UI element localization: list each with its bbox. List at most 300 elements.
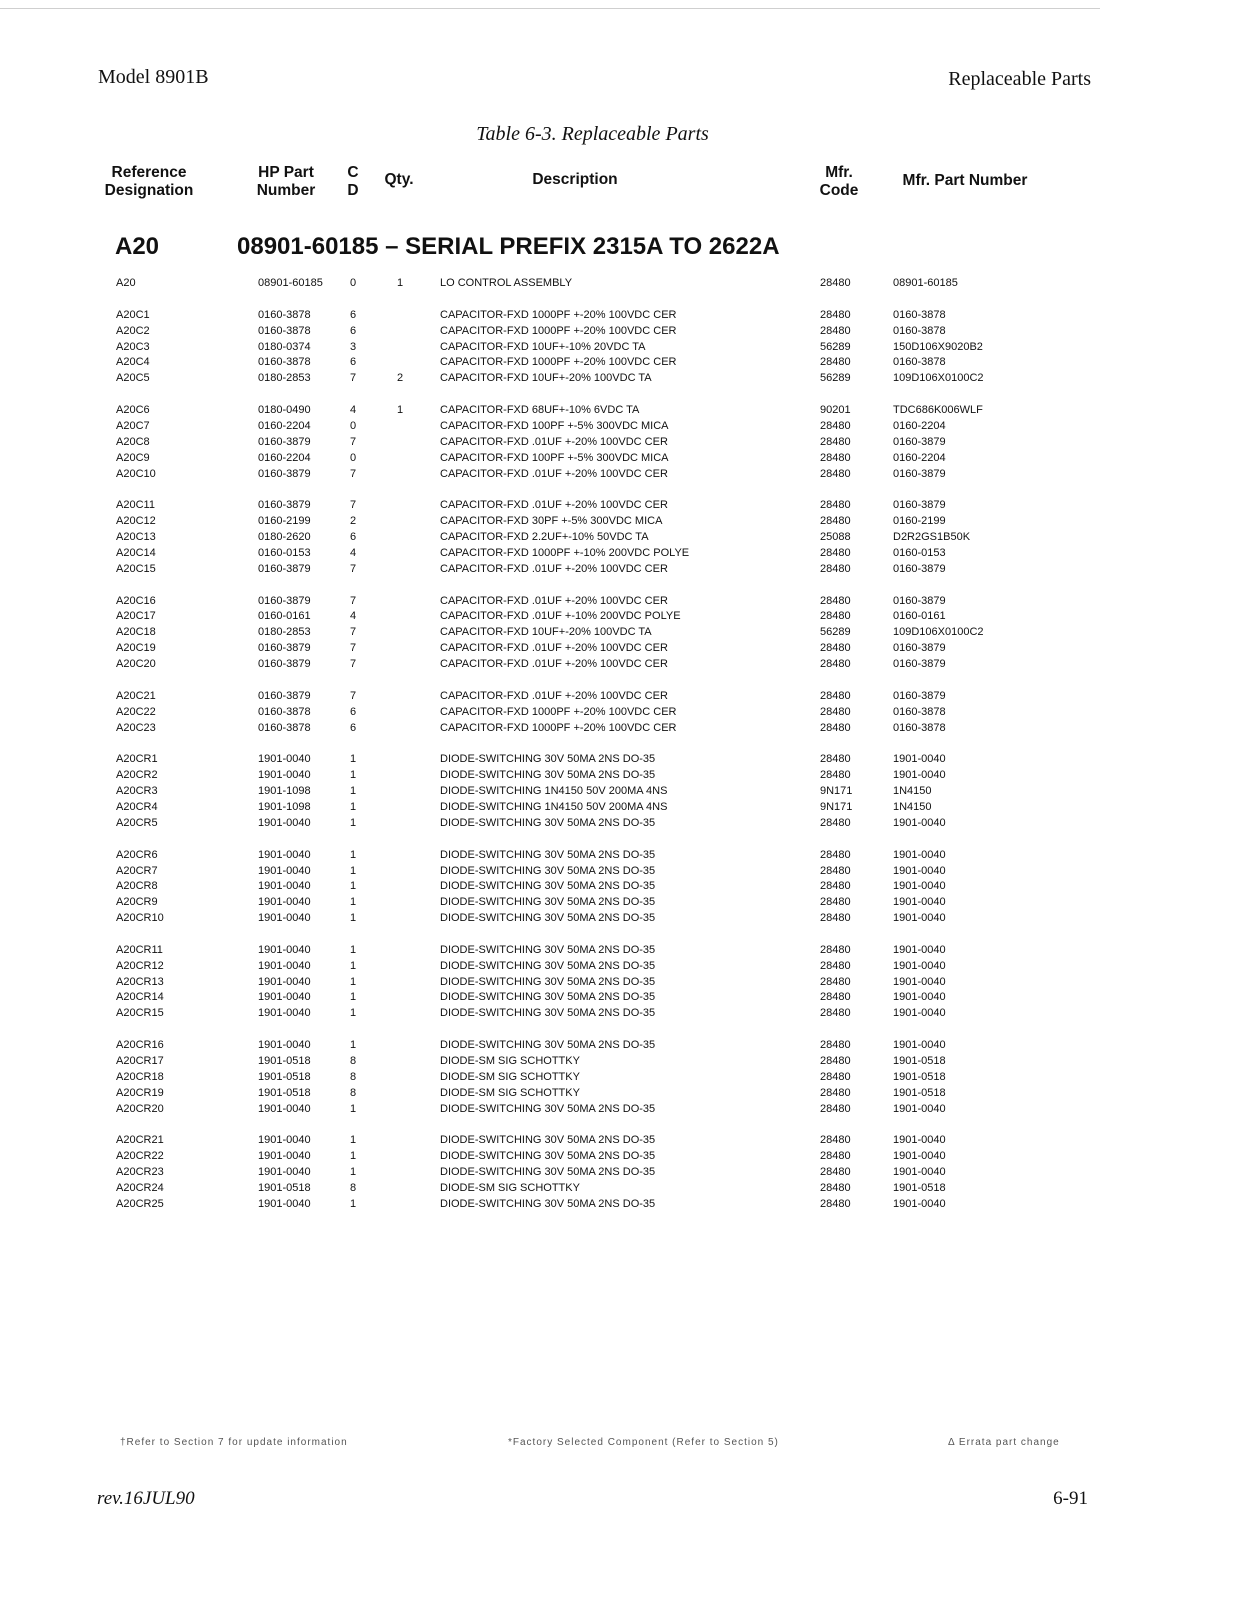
cell-reference: A20C1 [116, 308, 150, 321]
cell-mfr-code: 56289 [820, 372, 851, 385]
cell-hp-part-number: 1901-0040 [258, 1039, 311, 1052]
cell-reference: A20CR2 [116, 769, 158, 782]
cell-reference: A20C15 [116, 562, 156, 575]
cell-mfr-part-number: 0160-3879 [893, 658, 946, 670]
cell-description: DIODE-SWITCHING 30V 50MA 2NS DO-35 [440, 1007, 656, 1020]
cell-mfr-code: 28480 [820, 943, 851, 956]
cell-cd: 7 [350, 689, 357, 702]
section-title: 08901-60185 – SERIAL PREFIX 2315A TO 2622A [237, 233, 780, 260]
cell-hp-part-number: 1901-0040 [258, 848, 311, 861]
cell-mfr-code: 28480 [820, 975, 851, 988]
cell-reference: A20CR12 [116, 959, 164, 972]
cell-mfr-code: 28480 [820, 1150, 851, 1163]
footnote-update: †Refer to Section 7 for update information [120, 1437, 348, 1448]
cell-cd: 0 [350, 277, 357, 289]
cell-description: CAPACITOR-FXD 1000PF +-20% 100VDC CER [440, 308, 677, 321]
cell-hp-part-number: 0160-3879 [258, 562, 311, 575]
cell-mfr-part-number: 1901-0518 [893, 1070, 946, 1083]
cell-mfr-part-number: 0160-3879 [893, 689, 946, 702]
cell-description: DIODE-SWITCHING 30V 50MA 2NS DO-35 [440, 991, 656, 1004]
cell-mfr-part-number: D2R2GS1B50K [893, 531, 971, 544]
cell-mfr-part-number: 1901-0040 [893, 864, 946, 877]
col-header-hp-part-text: HP Part Number [256, 164, 316, 199]
cell-reference: A20CR11 [116, 943, 163, 956]
cell-cd: 1 [350, 1102, 357, 1115]
cell-cd: 1 [350, 848, 357, 861]
cell-reference: A20C7 [116, 419, 150, 432]
col-header-description-text: Description [532, 171, 618, 188]
table-row [0, 466, 1233, 482]
cell-mfr-part-number: 1901-0040 [893, 1102, 946, 1115]
cell-cd: 4 [350, 610, 357, 623]
cell-hp-part-number: 1901-0040 [258, 912, 311, 925]
cell-reference: A20C18 [116, 626, 156, 639]
table-row [0, 704, 1233, 720]
cell-cd: 1 [350, 912, 357, 925]
cell-mfr-code: 28480 [820, 1086, 851, 1099]
table-row [0, 434, 1233, 450]
cell-hp-part-number: 0160-3879 [258, 499, 311, 512]
cell-cd: 8 [350, 1070, 357, 1083]
cell-description: DIODE-SWITCHING 30V 50MA 2NS DO-35 [440, 848, 656, 861]
table-row [0, 751, 1233, 767]
cell-reference: A20C23 [116, 721, 156, 734]
cell-reference: A20CR4 [116, 800, 158, 813]
table-row [0, 688, 1233, 704]
cell-description: CAPACITOR-FXD .01UF +-20% 100VDC CER [440, 594, 668, 607]
cell-reference: A20CR9 [116, 896, 158, 909]
col-header-mfr-part-number-text: Mfr. Part Number [902, 172, 1028, 189]
cell-hp-part-number: 1901-0518 [258, 1055, 311, 1067]
cell-description: DIODE-SM SIG SCHOTTKY [440, 1055, 580, 1067]
col-header-cd-text: C D [347, 164, 359, 199]
cell-reference: A20CR23 [116, 1166, 164, 1179]
cell-mfr-code: 28480 [820, 1197, 851, 1210]
cell-mfr-code: 25088 [820, 531, 851, 544]
cell-mfr-code: 28480 [820, 546, 851, 559]
table-row [0, 497, 1233, 513]
cell-cd: 1 [350, 753, 357, 766]
cell-reference: A20CR21 [116, 1134, 164, 1147]
cell-cd: 1 [350, 785, 357, 798]
cell-description: DIODE-SWITCHING 30V 50MA 2NS DO-35 [440, 1039, 656, 1052]
cell-mfr-part-number: 0160-2199 [893, 515, 946, 528]
cell-cd: 0 [350, 419, 357, 432]
table-row [0, 783, 1233, 799]
cell-cd: 1 [350, 816, 357, 829]
table-row [0, 323, 1233, 339]
cell-mfr-part-number: 1901-0040 [893, 896, 946, 909]
cell-cd: 7 [350, 626, 357, 639]
cell-description: CAPACITOR-FXD 30PF +-5% 300VDC MICA [440, 515, 663, 528]
cell-mfr-code: 90201 [820, 404, 851, 417]
cell-hp-part-number: 0160-3878 [258, 705, 311, 718]
cell-hp-part-number: 1901-0518 [258, 1070, 311, 1083]
cell-reference: A20C9 [116, 451, 150, 464]
col-header-mfr-code-text: Mfr. Code [819, 164, 859, 199]
cell-mfr-part-number: 0160-0153 [893, 546, 946, 559]
cell-mfr-code: 56289 [820, 626, 851, 639]
col-header-qty-text: Qty. [384, 171, 414, 188]
cell-mfr-code: 28480 [820, 594, 851, 607]
table-row [0, 307, 1233, 323]
cell-reference: A20CR8 [116, 880, 158, 893]
col-header-reference-text: Reference Designation [104, 164, 194, 199]
cell-reference: A20CR10 [116, 912, 164, 925]
cell-reference: A20CR7 [116, 864, 158, 877]
cell-description: DIODE-SWITCHING 30V 50MA 2NS DO-35 [440, 959, 656, 972]
cell-mfr-part-number: 1901-0518 [893, 1181, 946, 1194]
cell-hp-part-number: 1901-0040 [258, 975, 311, 988]
cell-mfr-part-number: 0160-3879 [893, 467, 946, 480]
cell-cd: 1 [350, 943, 357, 956]
cell-mfr-code: 28480 [820, 642, 851, 655]
cell-mfr-part-number: 0160-3879 [893, 499, 946, 512]
cell-mfr-part-number: 0160-3878 [893, 356, 946, 369]
cell-description: CAPACITOR-FXD 100PF +-5% 300VDC MICA [440, 419, 669, 432]
cell-mfr-part-number: 109D106X0100C2 [893, 372, 984, 385]
cell-hp-part-number: 0160-3879 [258, 658, 311, 670]
cell-hp-part-number: 0160-3878 [258, 356, 311, 369]
cell-mfr-part-number: 1901-0040 [893, 753, 946, 766]
cell-cd: 8 [350, 1055, 357, 1067]
cell-description: CAPACITOR-FXD 2.2UF+-10% 50VDC TA [440, 531, 649, 544]
cell-mfr-part-number: 0160-3879 [893, 562, 946, 575]
cell-description: DIODE-SWITCHING 30V 50MA 2NS DO-35 [440, 816, 656, 829]
cell-cd: 6 [350, 324, 357, 337]
cell-reference: A20C17 [116, 610, 156, 623]
cell-cd: 4 [350, 404, 357, 417]
cell-mfr-code: 28480 [820, 324, 851, 337]
cell-reference: A20CR1 [116, 753, 158, 766]
cell-cd: 1 [350, 1150, 357, 1163]
cell-description: DIODE-SWITCHING 30V 50MA 2NS DO-35 [440, 1197, 656, 1210]
cell-cd: 7 [350, 467, 357, 480]
cell-mfr-part-number: 1N4150 [893, 785, 932, 798]
table-row [0, 370, 1233, 386]
table-row [0, 545, 1233, 561]
col-header-qty [380, 171, 418, 189]
cell-description: DIODE-SM SIG SCHOTTKY [440, 1070, 580, 1083]
table-row [0, 958, 1233, 974]
cell-cd: 1 [350, 896, 357, 909]
cell-mfr-part-number: 0160-3879 [893, 435, 946, 448]
table-row [0, 1180, 1233, 1196]
cell-hp-part-number: 1901-0040 [258, 959, 311, 972]
cell-cd: 7 [350, 658, 357, 670]
cell-mfr-part-number: 1901-0040 [893, 959, 946, 972]
cell-description: DIODE-SWITCHING 30V 50MA 2NS DO-35 [440, 880, 656, 893]
cell-reference: A20C14 [116, 546, 156, 559]
table-row [0, 1148, 1233, 1164]
cell-hp-part-number: 0180-2620 [258, 531, 311, 544]
cell-hp-part-number: 0160-0153 [258, 546, 311, 559]
col-header-reference [96, 164, 202, 200]
cell-mfr-part-number: 0160-3879 [893, 594, 946, 607]
cell-cd: 6 [350, 721, 357, 734]
cell-mfr-part-number: 1901-0040 [893, 991, 946, 1004]
cell-reference: A20CR14 [116, 991, 164, 1004]
table-row [0, 878, 1233, 894]
table-title: Table 6-3. Replaceable Parts [476, 123, 709, 145]
cell-mfr-part-number: 0160-0161 [893, 610, 946, 623]
cell-hp-part-number: 1901-0040 [258, 816, 311, 829]
cell-hp-part-number: 0180-0490 [258, 404, 311, 417]
cell-mfr-code: 28480 [820, 419, 851, 432]
cell-cd: 6 [350, 308, 357, 321]
cell-cd: 0 [350, 451, 357, 464]
cell-mfr-code: 28480 [820, 912, 851, 925]
cell-description: CAPACITOR-FXD .01UF +-20% 100VDC CER [440, 689, 668, 702]
cell-description: CAPACITOR-FXD .01UF +-20% 100VDC CER [440, 435, 668, 448]
cell-reference: A20C11 [116, 499, 155, 512]
cell-reference: A20CR25 [116, 1197, 164, 1210]
cell-mfr-code: 28480 [820, 864, 851, 877]
cell-cd: 1 [350, 880, 357, 893]
cell-mfr-code: 28480 [820, 991, 851, 1004]
cell-qty: 1 [397, 404, 404, 417]
model-header: Model 8901B [98, 66, 209, 88]
cell-reference: A20C5 [116, 372, 150, 385]
cell-mfr-code: 28480 [820, 1007, 851, 1020]
table-row [0, 640, 1233, 656]
table-row [0, 608, 1233, 624]
cell-mfr-code: 28480 [820, 880, 851, 893]
cell-mfr-part-number: 0160-3878 [893, 721, 946, 734]
table-row [0, 847, 1233, 863]
cell-hp-part-number: 1901-0040 [258, 769, 311, 782]
cell-mfr-code: 28480 [820, 451, 851, 464]
cell-description: CAPACITOR-FXD 1000PF +-10% 200VDC POLYE [440, 546, 690, 559]
table-row [0, 513, 1233, 529]
cell-reference: A20C16 [116, 594, 156, 607]
table-row [0, 1037, 1233, 1053]
table-row [0, 529, 1233, 545]
cell-cd: 1 [350, 1134, 357, 1147]
table-row [0, 815, 1233, 831]
cell-hp-part-number: 1901-1098 [258, 785, 311, 798]
cell-mfr-code: 28480 [820, 848, 851, 861]
cell-description: CAPACITOR-FXD 68UF+-10% 6VDC TA [440, 404, 640, 417]
table-row [0, 402, 1233, 418]
cell-mfr-code: 28480 [820, 753, 851, 766]
cell-hp-part-number: 1901-0040 [258, 1197, 311, 1210]
cell-mfr-part-number: 0160-3878 [893, 308, 946, 321]
cell-mfr-part-number: 1901-0518 [893, 1086, 946, 1099]
cell-reference: A20C8 [116, 435, 150, 448]
cell-cd: 4 [350, 546, 357, 559]
table-row [0, 418, 1233, 434]
cell-description: DIODE-SM SIG SCHOTTKY [440, 1086, 580, 1099]
cell-cd: 8 [350, 1086, 357, 1099]
cell-hp-part-number: 0160-3878 [258, 324, 311, 337]
cell-description: DIODE-SWITCHING 30V 50MA 2NS DO-35 [440, 1150, 656, 1163]
cell-mfr-part-number: 1901-0518 [893, 1055, 946, 1067]
cell-mfr-code: 28480 [820, 515, 851, 528]
cell-description: CAPACITOR-FXD 1000PF +-20% 100VDC CER [440, 356, 677, 369]
cell-hp-part-number: 1901-0040 [258, 991, 311, 1004]
cell-qty: 2 [397, 372, 404, 385]
cell-mfr-code: 28480 [820, 308, 851, 321]
cell-reference: A20CR22 [116, 1150, 164, 1163]
cell-reference: A20CR18 [116, 1070, 164, 1083]
table-row [0, 942, 1233, 958]
table-row [0, 1164, 1233, 1180]
cell-mfr-code: 28480 [820, 769, 851, 782]
cell-hp-part-number: 1901-0040 [258, 753, 311, 766]
cell-cd: 7 [350, 499, 357, 512]
cell-reference: A20C22 [116, 705, 156, 718]
cell-hp-part-number: 0160-3878 [258, 308, 311, 321]
cell-description: DIODE-SWITCHING 30V 50MA 2NS DO-35 [440, 1134, 656, 1147]
cell-mfr-part-number: 1901-0040 [893, 975, 946, 988]
table-row [0, 1053, 1233, 1069]
cell-description: DIODE-SWITCHING 30V 50MA 2NS DO-35 [440, 1166, 656, 1179]
cell-hp-part-number: 1901-0518 [258, 1181, 311, 1194]
table-row [0, 624, 1233, 640]
cell-mfr-part-number: 150D106X9020B2 [893, 340, 983, 353]
cell-cd: 1 [350, 800, 357, 813]
cell-mfr-code: 28480 [820, 705, 851, 718]
cell-cd: 1 [350, 769, 357, 782]
cell-reference: A20CR6 [116, 848, 158, 861]
cell-mfr-part-number: 109D106X0100C2 [893, 626, 984, 639]
cell-mfr-part-number: 1N4150 [893, 800, 932, 813]
cell-reference: A20CR17 [116, 1055, 164, 1067]
cell-description: DIODE-SWITCHING 30V 50MA 2NS DO-35 [440, 943, 656, 956]
cell-mfr-part-number: 1901-0040 [893, 848, 946, 861]
table-row [0, 1101, 1233, 1117]
cell-cd: 1 [350, 1197, 357, 1210]
cell-reference: A20C6 [116, 404, 150, 417]
cell-cd: 1 [350, 1039, 357, 1052]
cell-hp-part-number: 0160-2199 [258, 515, 311, 528]
cell-mfr-part-number: 1901-0040 [893, 1166, 946, 1179]
footnote-errata: Δ Errata part change [948, 1437, 1060, 1448]
cell-cd: 7 [350, 435, 357, 448]
section-reference: A20 [115, 233, 160, 260]
table-row [0, 974, 1233, 990]
cell-hp-part-number: 1901-0040 [258, 864, 311, 877]
cell-description: CAPACITOR-FXD .01UF +-20% 100VDC CER [440, 642, 668, 655]
table-row [0, 799, 1233, 815]
cell-reference: A20CR16 [116, 1039, 164, 1052]
cell-description: CAPACITOR-FXD 10UF+-10% 20VDC TA [440, 340, 646, 353]
table-row [0, 561, 1233, 577]
cell-cd: 1 [350, 864, 357, 877]
cell-description: CAPACITOR-FXD .01UF +-10% 200VDC POLYE [440, 610, 681, 623]
cell-hp-part-number: 0180-0374 [258, 340, 311, 353]
cell-description: CAPACITOR-FXD 100PF +-5% 300VDC MICA [440, 451, 669, 464]
cell-reference: A20C13 [116, 531, 156, 544]
cell-description: DIODE-SWITCHING 30V 50MA 2NS DO-35 [440, 975, 656, 988]
cell-cd: 3 [350, 340, 357, 353]
table-row [0, 450, 1233, 466]
cell-hp-part-number: 1901-0040 [258, 1102, 311, 1115]
cell-mfr-part-number: TDC686K006WLF [893, 404, 983, 417]
cell-cd: 1 [350, 1007, 357, 1020]
cell-mfr-part-number: 1901-0040 [893, 1039, 946, 1052]
cell-mfr-part-number: 1901-0040 [893, 769, 946, 782]
cell-description: CAPACITOR-FXD 1000PF +-20% 100VDC CER [440, 705, 677, 718]
cell-hp-part-number: 1901-0040 [258, 896, 311, 909]
cell-description: CAPACITOR-FXD .01UF +-20% 100VDC CER [440, 658, 668, 670]
cell-mfr-part-number: 1901-0040 [893, 1134, 946, 1147]
cell-mfr-code: 28480 [820, 1166, 851, 1179]
cell-reference: A20CR24 [116, 1181, 164, 1194]
table-row [0, 1005, 1233, 1021]
cell-description: CAPACITOR-FXD .01UF +-20% 100VDC CER [440, 499, 668, 512]
cell-mfr-code: 28480 [820, 1039, 851, 1052]
cell-cd: 1 [350, 991, 357, 1004]
cell-hp-part-number: 0160-2204 [258, 451, 311, 464]
cell-mfr-part-number: 0160-2204 [893, 419, 946, 432]
cell-hp-part-number: 1901-0518 [258, 1086, 311, 1099]
cell-hp-part-number: 0180-2853 [258, 372, 311, 385]
cell-description: DIODE-SWITCHING 1N4150 50V 200MA 4NS [440, 800, 668, 813]
cell-reference: A20C19 [116, 642, 156, 655]
cell-mfr-code: 28480 [820, 721, 851, 734]
cell-description: CAPACITOR-FXD .01UF +-20% 100VDC CER [440, 562, 668, 575]
cell-description: DIODE-SWITCHING 30V 50MA 2NS DO-35 [440, 912, 656, 925]
cell-cd: 6 [350, 356, 357, 369]
cell-description: CAPACITOR-FXD 10UF+-20% 100VDC TA [440, 372, 652, 385]
section-header: Replaceable Parts [948, 68, 1091, 90]
col-header-description [505, 171, 645, 189]
cell-mfr-code: 28480 [820, 689, 851, 702]
cell-mfr-part-number: 1901-0040 [893, 880, 946, 893]
cell-cd: 1 [350, 1166, 357, 1179]
table-row [0, 910, 1233, 926]
cell-mfr-code: 28480 [820, 562, 851, 575]
table-row [0, 720, 1233, 736]
cell-hp-part-number: 1901-1098 [258, 800, 311, 813]
cell-mfr-code: 28480 [820, 610, 851, 623]
cell-description: CAPACITOR-FXD 10UF+-20% 100VDC TA [440, 626, 652, 639]
col-header-hp-part [248, 164, 324, 200]
cell-mfr-part-number: 0160-2204 [893, 451, 946, 464]
cell-hp-part-number: 0180-2853 [258, 626, 311, 639]
cell-mfr-code: 28480 [820, 467, 851, 480]
cell-reference: A20C21 [116, 689, 156, 702]
cell-description: LO CONTROL ASSEMBLY [440, 277, 573, 289]
cell-hp-part-number: 0160-3879 [258, 689, 311, 702]
cell-hp-part-number: 1901-0040 [258, 1007, 311, 1020]
cell-hp-part-number: 0160-2204 [258, 419, 311, 432]
cell-reference: A20C12 [116, 515, 156, 528]
revision-date: rev.16JUL90 [97, 1488, 195, 1509]
cell-reference: A20CR5 [116, 816, 158, 829]
table-row [0, 894, 1233, 910]
table-row [0, 1132, 1233, 1148]
table-row [0, 593, 1233, 609]
cell-cd: 1 [350, 959, 357, 972]
cell-hp-part-number: 0160-3879 [258, 594, 311, 607]
col-header-mfr-code [811, 164, 867, 200]
col-header-cd [343, 164, 363, 200]
cell-cd: 7 [350, 642, 357, 655]
cell-description: DIODE-SWITCHING 30V 50MA 2NS DO-35 [440, 753, 656, 766]
cell-cd: 1 [350, 975, 357, 988]
cell-mfr-code: 28480 [820, 1055, 851, 1067]
table-row [0, 275, 1233, 291]
cell-hp-part-number: 0160-3879 [258, 467, 311, 480]
cell-cd: 8 [350, 1181, 357, 1194]
cell-hp-part-number: 1901-0040 [258, 1134, 311, 1147]
footnote-factory-selected: *Factory Selected Component (Refer to Section 5) [508, 1437, 779, 1448]
cell-cd: 7 [350, 594, 357, 607]
cell-mfr-part-number: 08901-60185 [893, 277, 958, 289]
